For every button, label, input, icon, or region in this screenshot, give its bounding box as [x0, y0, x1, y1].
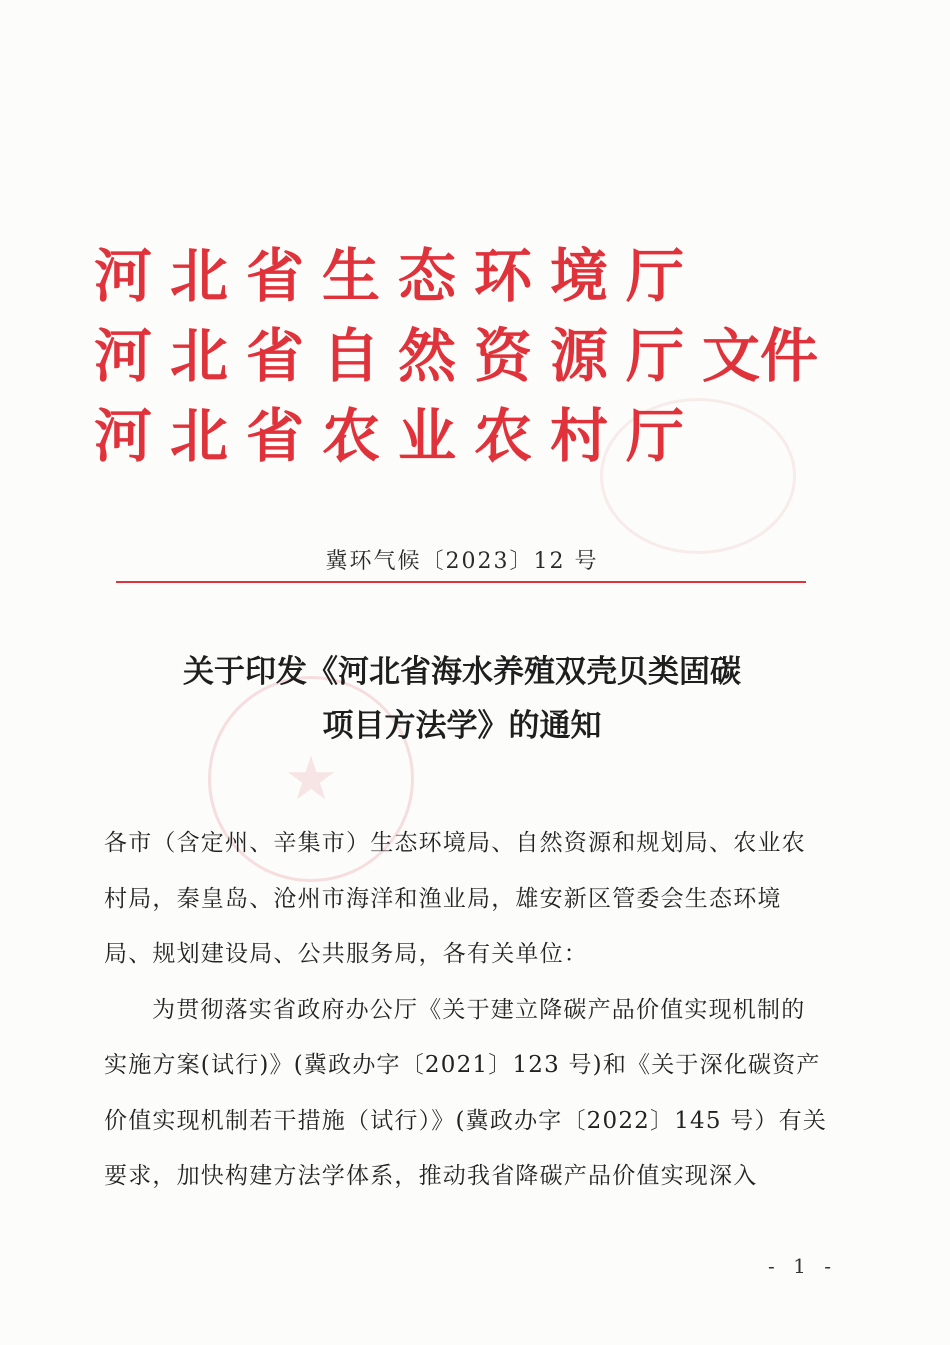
issuer-line-1 — [94, 236, 834, 316]
document-body — [104, 816, 828, 1205]
issuer-line-2 — [94, 316, 834, 396]
seal-star-icon: ★ — [284, 744, 338, 814]
title-line-1: 关于印发《河北省海水养殖双壳贝类固碳 — [183, 654, 741, 690]
issuer-name: 河北省农业农村厅 — [94, 402, 703, 470]
body-paragraph: 为贯彻落实省政府办公厅《关于建立降碳产品价值实现机制的实施方案(试行)》(冀政办字〔2021〕123 号)和《关于深化碳资产价值实现机制若干措施（试行）》(冀政办字〔2022〕145 号）有关要求，加快构建方法学体系，推动我省降碳产品价值实现深入 — [104, 996, 828, 1189]
issuing-authorities — [94, 236, 834, 476]
page-number: - 1 - — [768, 1254, 837, 1278]
issuer-line-3 — [94, 396, 834, 476]
salutation: 各市（含定州、辛集市）生态环境局、自然资源和规划局、农业农村局，秦皇岛、沧州市海洋和渔业局，雄安新区管委会生态环境局、规划建设局、公共服务局，各有关单位： — [104, 830, 806, 967]
issuer-name: 河北省生态环境厅 — [94, 242, 703, 310]
title-line-2: 项目方法学》的通知 — [322, 708, 602, 744]
red-divider — [116, 581, 806, 583]
issuer-name: 河北省自然资源厅 — [94, 322, 703, 390]
issuer-suffix: 文件 — [702, 322, 819, 390]
document-number: 冀环气候〔2023〕12 号 — [325, 549, 599, 574]
document-title — [0, 645, 924, 753]
